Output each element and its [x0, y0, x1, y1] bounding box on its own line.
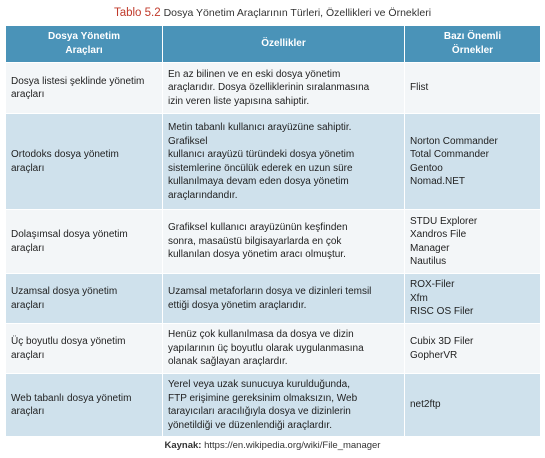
cell-examples [405, 324, 541, 374]
cell-line: Flist [410, 82, 429, 94]
header-line: Bazı Önemli [443, 31, 502, 42]
header-line: Özellikler [261, 38, 306, 49]
table-row [6, 63, 541, 114]
cell-type [6, 324, 163, 374]
table-header-row [6, 26, 541, 63]
source-label: Kaynak: [164, 440, 202, 451]
cell-line: araçlarındandır. [168, 189, 238, 201]
cell-line: Nautilus [410, 256, 447, 267]
cell-type [6, 374, 163, 437]
cell-line: izin veren liste yapısına sahiptir. [168, 95, 310, 107]
cell-line: Cubix 3D Filer [410, 336, 474, 347]
cell-line: Üç boyutlu dosya yönetim [11, 336, 126, 347]
table-row [6, 374, 541, 437]
header-line: Örnekler [451, 45, 494, 56]
cell-line: ROX-Filer [410, 279, 455, 291]
cell-line: yapılarının üç boyutlu olarak uygulanmasına [168, 342, 364, 354]
cell-line: olanak sağlayan araçlardır. [168, 356, 288, 368]
cell-type [6, 114, 163, 210]
table-caption [0, 6, 545, 20]
cell-examples [405, 210, 541, 274]
cell-line: Xandros File [410, 229, 467, 240]
cell-line: Norton Commander [410, 135, 498, 147]
cell-line: ettiği dosya yönetim araçlarıdır. [168, 299, 307, 311]
table-row [6, 274, 541, 324]
cell-line: Xfm [410, 292, 428, 304]
cell-line: GopherVR [410, 349, 458, 361]
cell-line: sistemlerine öncülük ederek en uzun süre [168, 162, 353, 174]
cell-examples [405, 114, 541, 210]
cell-line: araçları [11, 162, 45, 174]
cell-line: RISC OS Filer [410, 306, 474, 318]
cell-type [6, 274, 163, 324]
cell-line: Henüz çok kullanılmasa da dosya ve dizin [168, 329, 354, 341]
cell-line: Gentoo [410, 162, 443, 174]
cell-line: STDU Explorer [410, 215, 478, 227]
table-row [6, 324, 541, 374]
cell-line: Grafiksel [168, 135, 208, 147]
cell-line: Dosya listesi şeklinde yönetim [11, 75, 145, 87]
cell-line: tarayıcıları aracılığıyla dosya ve dizinlerin [168, 406, 351, 417]
caption-text: Dosya Yönetim Araçlarının Türleri, Özellikleri ve Örnekleri [163, 7, 432, 19]
header-line: Dosya Yönetim [47, 31, 121, 42]
cell-features [163, 274, 405, 324]
cell-line: Nomad.NET [410, 176, 466, 187]
cell-features [163, 210, 405, 274]
cell-line: FTP erişimine gereksinim olmaksızın, Web [168, 392, 358, 404]
header-examples [405, 26, 541, 63]
cell-line: araçları [11, 242, 45, 254]
cell-features [163, 63, 405, 114]
cell-line: Uzamsal dosya yönetim [11, 286, 118, 297]
cell-line: Grafiksel kullanıcı arayüzünün keşfinden [168, 222, 348, 234]
cell-examples [405, 63, 541, 114]
header-features [163, 26, 405, 63]
cell-type [6, 210, 163, 274]
cell-line: Yerel veya uzak sunucuya kurulduğunda, [168, 379, 350, 390]
cell-line: Web tabanlı dosya yönetim [11, 392, 132, 404]
table-row [6, 114, 541, 210]
cell-line: araçlarıdır. Dosya özelliklerinin sıralanmasına [168, 82, 370, 94]
cell-examples [405, 374, 541, 437]
cell-line: araçları [11, 349, 45, 361]
cell-line: kullanılan dosya yönetim aracı olmuştur. [168, 249, 346, 261]
cell-line: Total Commander [410, 149, 489, 160]
file-manager-table [5, 25, 541, 437]
cell-line: kullanıcı arayüzü türündeki dosya yönetim [168, 149, 355, 160]
cell-line: net2ftp [410, 399, 441, 411]
cell-line: Uzamsal metaforların dosya ve dizinleri temsil [168, 286, 372, 297]
cell-line: Metin tabanlı kullanıcı arayüzüne sahiptir. [168, 122, 352, 133]
cell-line: sonra, masaüstü bilgisayarlarda en çok [168, 235, 342, 247]
cell-line: En az bilinen ve en eski dosya yönetim [168, 68, 341, 80]
cell-type [6, 63, 163, 114]
cell-line: yönetildiği ve düzenlendiği araçlardır. [168, 419, 332, 431]
cell-line: araçları [11, 406, 45, 417]
cell-line: araçları [11, 89, 45, 100]
cell-features [163, 374, 405, 437]
header-line: Araçları [65, 45, 103, 56]
cell-line: Dolaşımsal dosya yönetim [11, 229, 128, 240]
table-row [6, 210, 541, 274]
source-note [0, 440, 545, 452]
cell-examples [405, 274, 541, 324]
cell-line: araçları [11, 299, 45, 311]
header-types [6, 26, 163, 63]
cell-line: kullanılmaya devam eden dosya yönetim [168, 176, 349, 187]
caption-label: Tablo 5.2 [113, 7, 161, 19]
cell-features [163, 114, 405, 210]
source-url[interactable]: https://en.wikipedia.org/wiki/File_manager [204, 440, 381, 451]
cell-features [163, 324, 405, 374]
cell-line: Ortodoks dosya yönetim [11, 149, 119, 160]
cell-line: Manager [410, 242, 450, 254]
